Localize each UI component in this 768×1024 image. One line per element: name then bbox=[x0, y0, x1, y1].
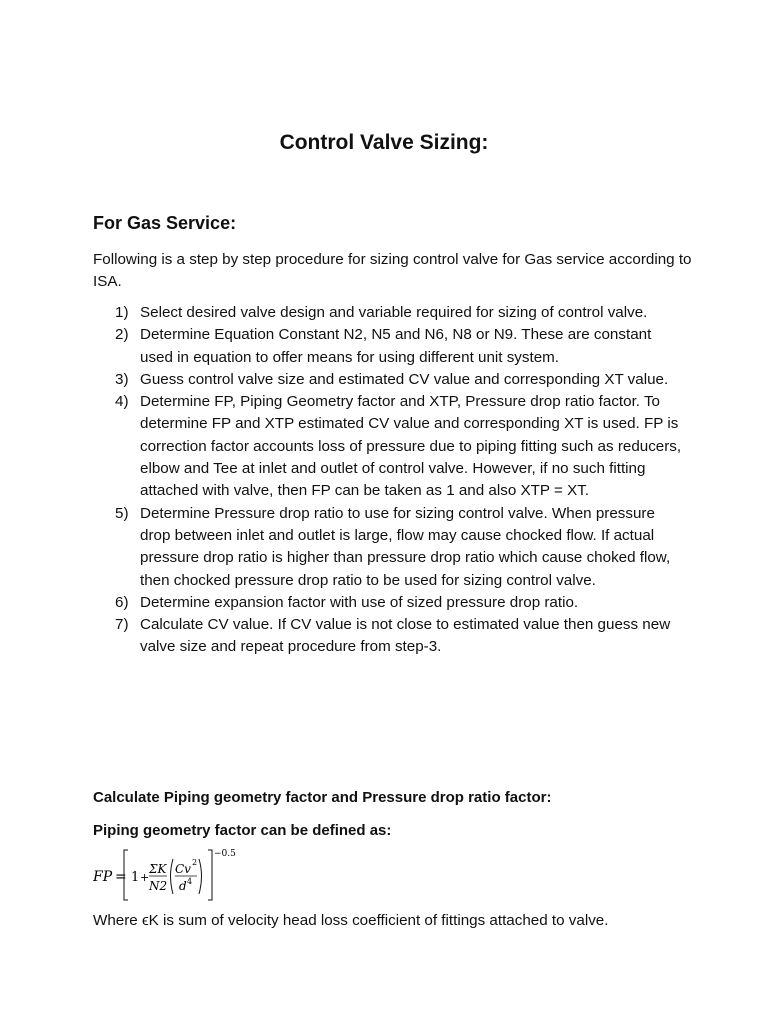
step-text: Determine Pressure drop ratio to use for sizing control valve. When pressure drop between inlet and outlet is large, flow may cause chocked flow. If actual pressure drop ratio is higher than pressure drop ratio which cause choked flow, then chocked pressure drop ratio to be used for sizing control valve. bbox=[140, 504, 671, 589]
step-number: 5) bbox=[115, 504, 129, 522]
calc-heading: Calculate Piping geometry factor and Pressure drop ratio factor: bbox=[93, 789, 552, 806]
step-item bbox=[93, 503, 683, 592]
piping-geometry-formula bbox=[93, 845, 243, 905]
procedure-steps bbox=[93, 302, 683, 659]
step-item bbox=[93, 391, 683, 502]
step-number: 4) bbox=[115, 393, 129, 411]
step-text: Determine FP, Piping Geometry factor and XTP, Pressure drop ratio factor. To determine FP and XTP estimated CV value and corresponding XT is used. FP is correction factor accounts loss of pressure due to piping fitting such as reducers, elbow and Tee at inlet and outlet of control valve. However, if no such fitting attached with valve, then FP can be taken as 1 and also XTP = XT. bbox=[140, 393, 682, 500]
formula-denominator: N2 bbox=[149, 879, 168, 893]
formula-equals: = bbox=[115, 869, 127, 885]
formula-d: d bbox=[179, 879, 187, 893]
step-text: Determine Equation Constant N2, N5 and N6, N8 or N9. These are constant used in equation to offer means for using different unit system. bbox=[140, 326, 652, 366]
formula-lhs: FP bbox=[93, 869, 113, 885]
step-number: 3) bbox=[115, 370, 129, 388]
intro-paragraph: Following is a step by step procedure for sizing control valve for Gas service according to ISA. bbox=[93, 251, 692, 290]
formula-plus: + bbox=[140, 871, 150, 884]
step-item bbox=[93, 614, 683, 659]
formula-one: 1 bbox=[131, 870, 140, 885]
formula-cv: Cv bbox=[175, 862, 191, 876]
right-bracket bbox=[208, 850, 212, 900]
formula-graphic bbox=[93, 845, 243, 905]
step-item bbox=[93, 324, 683, 369]
step-number: 1) bbox=[115, 304, 129, 321]
piping-geometry-heading: Piping geometry factor can be defined as: bbox=[93, 822, 392, 839]
formula-d-exp: 4 bbox=[187, 877, 193, 886]
left-paren bbox=[171, 859, 174, 894]
step-number: 2) bbox=[115, 326, 129, 344]
step-text: Guess control valve size and estimated CV value and corresponding XT value. bbox=[140, 370, 669, 388]
formula-numerator: ΣK bbox=[149, 862, 167, 876]
formula-cv-exp: 2 bbox=[192, 858, 198, 867]
gas-service-heading: For Gas Service: bbox=[93, 213, 237, 233]
step-item bbox=[93, 302, 683, 324]
right-paren bbox=[199, 859, 202, 894]
step-number: 7) bbox=[115, 616, 129, 634]
formula-outer-exp: −0.5 bbox=[214, 849, 236, 859]
step-item bbox=[93, 592, 683, 614]
step-item bbox=[93, 369, 683, 391]
step-text: Determine expansion factor with use of sized pressure drop ratio. bbox=[140, 593, 579, 611]
where-paragraph: Where ϵK is sum of velocity head loss coefficient of fittings attached to valve. bbox=[93, 912, 609, 929]
page-title: Control Valve Sizing: bbox=[279, 131, 489, 154]
step-number: 6) bbox=[115, 593, 129, 611]
step-text: Select desired valve design and variable required for sizing of control valve. bbox=[140, 304, 648, 321]
step-text: Calculate CV value. If CV value is not close to estimated value then guess new valve size and repeat procedure from step-3. bbox=[140, 616, 671, 656]
